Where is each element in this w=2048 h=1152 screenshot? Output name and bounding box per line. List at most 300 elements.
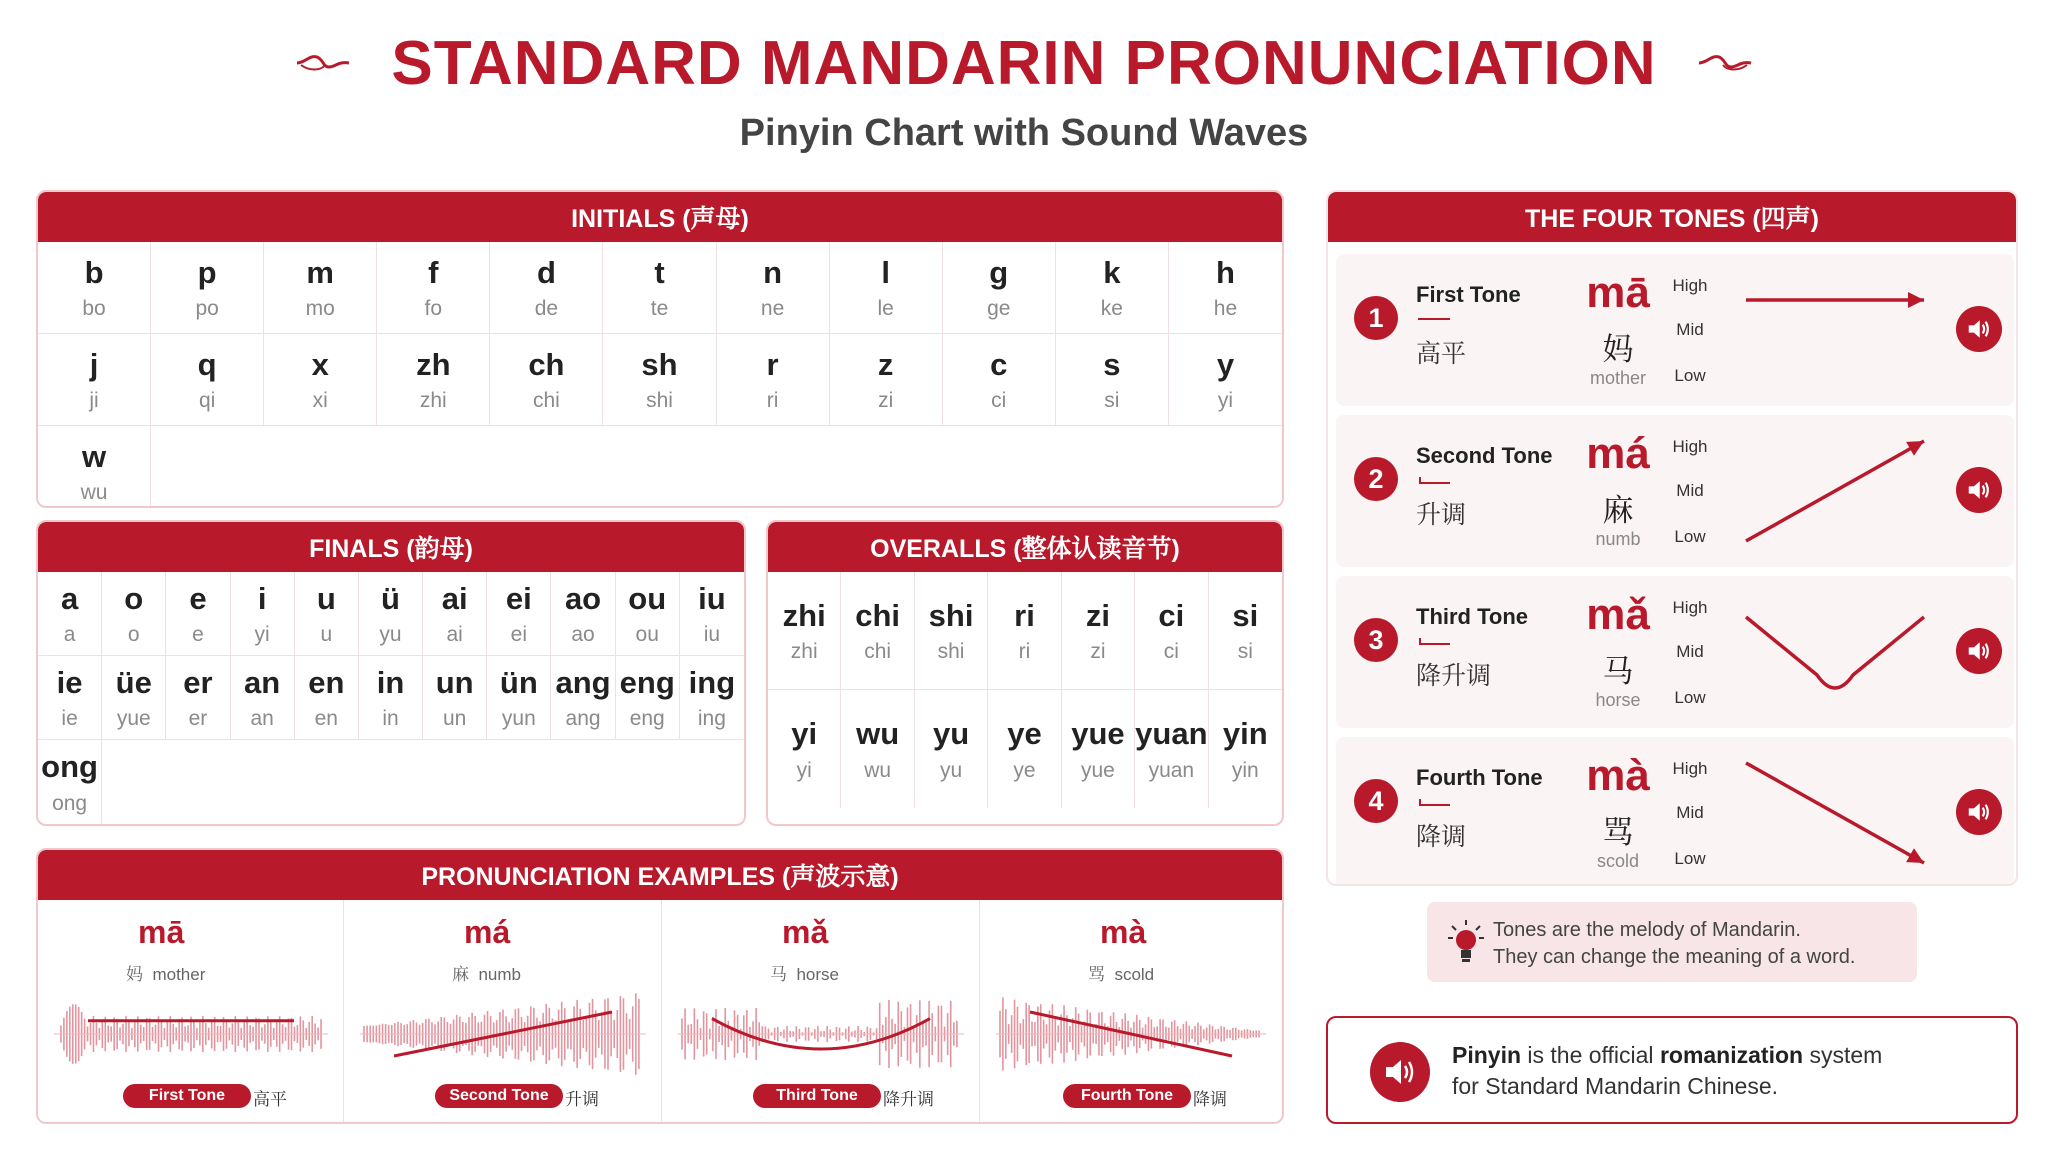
overall-cell[interactable] <box>1209 572 1282 690</box>
final-cell[interactable] <box>102 656 166 740</box>
info-line-2: for Standard Mandarin Chinese. <box>1452 1073 1779 1100</box>
final-cell[interactable] <box>38 572 102 656</box>
example-subtitle <box>770 960 839 985</box>
initial-cell[interactable] <box>1056 242 1169 334</box>
play-sound-button[interactable] <box>1956 628 2002 674</box>
final-example: ou <box>635 623 659 647</box>
final-cell[interactable] <box>295 572 359 656</box>
level-mid-label: Mid <box>1676 642 1704 661</box>
initials-grid <box>38 242 1282 508</box>
initial-cell[interactable] <box>1169 242 1282 334</box>
initial-cell[interactable] <box>1056 334 1169 426</box>
tone-chinese-label: 降调 <box>1193 1090 1227 1109</box>
overall-letter: chi <box>855 597 901 633</box>
initial-empty-cell <box>151 426 264 508</box>
tone-mark-icon <box>1416 795 1452 809</box>
final-cell[interactable] <box>231 656 295 740</box>
initials-panel <box>36 190 1284 508</box>
initial-letter: ch <box>528 346 565 382</box>
speaker-icon <box>1966 318 1992 340</box>
final-example: iu <box>703 623 721 647</box>
initial-letter: sh <box>641 346 678 382</box>
tone-name: Second Tone <box>1416 443 1553 468</box>
tone-row <box>1336 576 2014 728</box>
tone-contour-graph <box>1736 421 1936 561</box>
overall-cell[interactable] <box>988 572 1061 690</box>
tone-character: 马 <box>1602 654 1634 689</box>
example-meaning: numb <box>478 965 521 984</box>
initial-example: shi <box>646 389 673 413</box>
example-pinyin: má <box>464 914 511 950</box>
overall-cell[interactable] <box>1135 690 1208 808</box>
play-sound-button[interactable] <box>1956 467 2002 513</box>
example-column[interactable] <box>344 900 662 1122</box>
tone-arrowhead <box>1908 292 1924 308</box>
tone-number-badge: 3 <box>1354 618 1398 662</box>
initial-empty-cell <box>603 426 716 508</box>
initial-cell[interactable] <box>717 242 830 334</box>
final-empty-cell <box>551 740 615 824</box>
initial-example: bo <box>82 297 106 321</box>
initial-empty-cell <box>377 426 490 508</box>
final-example: u <box>320 623 333 647</box>
level-high-label: High <box>1672 598 1708 617</box>
initial-letter: q <box>197 346 217 382</box>
tone-name: First Tone <box>1416 282 1521 307</box>
example-column[interactable] <box>980 900 1282 1122</box>
final-empty-cell <box>423 740 487 824</box>
example-character: 骂 <box>1088 965 1105 984</box>
overall-example: yuan <box>1148 758 1195 782</box>
initial-letter: r <box>766 346 779 382</box>
tone-chinese-label: 升调 <box>565 1090 599 1109</box>
overall-cell[interactable] <box>988 690 1061 808</box>
final-cell[interactable] <box>680 656 744 740</box>
overall-cell[interactable] <box>841 690 914 808</box>
note-line-1: Tones are the melody of Mandarin. <box>1493 919 1801 941</box>
final-cell[interactable] <box>166 656 230 740</box>
initial-letter: t <box>654 254 665 290</box>
tone-character: 麻 <box>1602 493 1634 528</box>
final-letter: eng <box>619 664 675 700</box>
tone-mark-icon <box>1416 312 1452 326</box>
initial-example: qi <box>198 389 216 413</box>
example-character: 麻 <box>452 965 469 984</box>
level-high-label: High <box>1672 437 1708 456</box>
page-subtitle: Pinyin Chart with Sound Waves <box>739 112 1309 154</box>
final-example: yi <box>254 623 270 647</box>
overalls-heading: OVERALLS (整体认读音节) <box>768 522 1282 572</box>
overall-example: shi <box>937 640 965 664</box>
final-cell[interactable] <box>423 572 487 656</box>
overall-example: zhi <box>790 640 818 664</box>
final-cell[interactable] <box>423 656 487 740</box>
initial-example: de <box>534 297 559 321</box>
initial-letter: j <box>89 346 99 382</box>
tone-badge: First Tone <box>123 1084 251 1108</box>
initial-cell[interactable] <box>377 334 490 426</box>
overall-letter: ye <box>1007 716 1042 752</box>
initial-empty-cell <box>490 426 603 508</box>
overalls-panel <box>766 520 1284 826</box>
tone-character: 妈 <box>1602 332 1634 367</box>
initial-letter: z <box>877 346 894 382</box>
overall-example: yin <box>1231 758 1259 782</box>
tones-heading: THE FOUR TONES (四声) <box>1328 192 2016 242</box>
final-letter: ei <box>505 580 532 616</box>
final-cell[interactable] <box>359 656 423 740</box>
tone-mark-icon <box>1416 634 1452 648</box>
initial-letter: n <box>763 254 783 290</box>
final-letter: in <box>376 664 405 700</box>
final-example: yue <box>116 707 151 731</box>
initial-cell[interactable] <box>151 242 264 334</box>
final-letter: ie <box>56 664 83 700</box>
final-example: a <box>63 623 76 647</box>
example-character: 马 <box>770 965 787 984</box>
example-subtitle <box>452 960 521 985</box>
tone-row <box>1336 737 2014 886</box>
speaker-icon <box>1966 640 1992 662</box>
overall-letter: ri <box>1014 597 1035 633</box>
final-cell[interactable] <box>487 656 551 740</box>
tone-badge: Fourth Tone <box>1063 1084 1191 1108</box>
level-low-label: Low <box>1674 688 1706 707</box>
finals-panel <box>36 520 746 826</box>
final-cell[interactable] <box>38 740 102 824</box>
initial-cell[interactable] <box>264 242 377 334</box>
initial-example: zhi <box>419 389 447 413</box>
final-letter: ao <box>564 580 602 616</box>
final-cell[interactable] <box>680 572 744 656</box>
overalls-grid <box>768 572 1282 808</box>
initial-empty-cell <box>1169 426 1282 508</box>
final-example: o <box>127 623 140 647</box>
example-character: 妈 <box>126 965 143 984</box>
tone-number-badge: 4 <box>1354 779 1398 823</box>
initial-letter: s <box>1103 346 1121 382</box>
tone-mark-line <box>1420 799 1450 805</box>
final-letter: un <box>435 664 474 700</box>
level-high-label: High <box>1672 759 1708 778</box>
initial-example: po <box>195 297 219 321</box>
final-cell[interactable] <box>38 656 102 740</box>
overall-example: si <box>1237 640 1253 664</box>
final-cell[interactable] <box>616 572 680 656</box>
examples-heading: PRONUNCIATION EXAMPLES (声波示意) <box>38 850 1282 900</box>
initial-cell[interactable] <box>490 242 603 334</box>
cloud-ornament-right-icon <box>1697 51 1753 75</box>
final-empty-cell <box>487 740 551 824</box>
initial-empty-cell <box>717 426 830 508</box>
tone-contour-graph <box>1736 260 1936 400</box>
initial-example: ji <box>89 389 99 413</box>
overall-letter: shi <box>928 597 974 633</box>
tone-character: 骂 <box>1602 815 1634 850</box>
overall-letter: yuan <box>1135 716 1208 752</box>
tone-name: Third Tone <box>1416 604 1529 629</box>
final-empty-cell <box>359 740 423 824</box>
final-example: ie <box>61 707 78 731</box>
overall-cell[interactable] <box>841 572 914 690</box>
initial-empty-cell <box>830 426 943 508</box>
initial-cell[interactable] <box>490 334 603 426</box>
final-letter: ü <box>381 580 400 616</box>
overall-cell[interactable] <box>915 572 988 690</box>
tone-number-badge: 2 <box>1354 457 1398 501</box>
initial-cell[interactable] <box>603 334 716 426</box>
initial-cell[interactable] <box>377 242 490 334</box>
pinyin-info-box <box>1326 1016 2018 1124</box>
example-subtitle <box>126 960 205 985</box>
final-example: ong <box>52 791 88 815</box>
final-letter: iu <box>698 580 726 616</box>
tone-meaning: mother <box>1589 368 1647 388</box>
initial-cell[interactable] <box>264 334 377 426</box>
overall-example: chi <box>864 640 892 664</box>
final-example: ing <box>697 707 726 731</box>
final-empty-cell <box>295 740 359 824</box>
initial-example: chi <box>532 389 560 413</box>
speaker-icon <box>1966 479 1992 501</box>
final-example: ao <box>571 623 595 647</box>
example-pinyin: mā <box>138 914 185 950</box>
final-letter: ong <box>41 749 98 785</box>
final-example: eng <box>629 707 665 731</box>
tone-contour-line <box>1746 763 1924 863</box>
final-letter: u <box>316 580 336 616</box>
initial-letter: f <box>428 254 439 290</box>
initial-empty-cell <box>1056 426 1169 508</box>
initial-letter: p <box>197 254 217 290</box>
tone-meaning: scold <box>1596 851 1640 871</box>
final-cell[interactable] <box>551 656 615 740</box>
level-low-label: Low <box>1674 366 1706 385</box>
overall-example: yu <box>939 758 963 782</box>
finals-heading: FINALS (韵母) <box>38 522 744 572</box>
title-bar <box>0 28 2048 98</box>
initial-cell[interactable] <box>943 334 1056 426</box>
level-low-label: Low <box>1674 849 1706 868</box>
final-letter: ai <box>441 580 468 616</box>
final-letter: ing <box>688 664 736 700</box>
initial-letter: h <box>1215 254 1235 290</box>
initial-example: wu <box>80 481 108 505</box>
final-example: yu <box>379 623 402 647</box>
tone-pinyin: mà <box>1586 751 1650 800</box>
final-letter: ün <box>499 664 538 700</box>
final-empty-cell <box>166 740 230 824</box>
info-text-2: system <box>1803 1042 1883 1068</box>
tone-contour-line <box>1746 617 1924 688</box>
play-sound-button[interactable] <box>1956 789 2002 835</box>
tones-note <box>1427 902 1917 982</box>
initial-example: zi <box>878 389 894 413</box>
final-cell[interactable] <box>551 572 615 656</box>
final-cell[interactable] <box>295 656 359 740</box>
final-example: e <box>192 623 204 647</box>
final-example: in <box>382 707 399 731</box>
final-empty-cell <box>102 740 166 824</box>
final-cell[interactable] <box>359 572 423 656</box>
final-letter: ang <box>555 664 611 700</box>
overall-example: ri <box>1018 640 1031 664</box>
tone-name: Fourth Tone <box>1416 765 1543 790</box>
tone-chinese-label: 高平 <box>253 1090 287 1109</box>
tone-row <box>1336 415 2014 567</box>
final-example: un <box>442 707 467 731</box>
overall-cell[interactable] <box>915 690 988 808</box>
overall-cell[interactable] <box>1209 690 1282 808</box>
example-meaning: horse <box>796 965 839 984</box>
level-mid-label: Mid <box>1676 481 1704 500</box>
overall-example: yue <box>1080 758 1115 782</box>
final-cell[interactable] <box>487 572 551 656</box>
tone-row <box>1336 254 2014 406</box>
initial-letter: x <box>311 346 329 382</box>
overall-cell[interactable] <box>1135 572 1208 690</box>
tone-pinyin: má <box>1586 429 1650 478</box>
overall-letter: yue <box>1071 716 1125 752</box>
info-line-1 <box>1452 1040 1882 1071</box>
final-cell[interactable] <box>231 572 295 656</box>
initials-heading: INITIALS (声母) <box>38 192 1282 242</box>
overall-letter: si <box>1232 597 1259 633</box>
overall-example: yi <box>796 758 812 782</box>
initial-cell[interactable] <box>830 334 943 426</box>
initial-example: ri <box>766 389 779 413</box>
level-high-label: High <box>1672 276 1708 295</box>
initial-example: te <box>650 297 669 321</box>
overall-letter: ci <box>1158 597 1185 633</box>
final-example: ang <box>565 707 601 731</box>
initial-letter: b <box>84 254 104 290</box>
examples-panel <box>36 848 1284 1124</box>
final-example: ai <box>446 623 463 647</box>
final-example: er <box>188 707 208 731</box>
example-column[interactable] <box>38 900 344 1122</box>
example-pinyin: mǎ <box>782 914 829 950</box>
tone-mark-line <box>1420 477 1450 483</box>
final-example: an <box>250 707 274 731</box>
initial-letter: k <box>1103 254 1121 290</box>
tone-chinese-name: 降升调 <box>1416 662 1492 690</box>
overall-letter: zi <box>1085 597 1110 633</box>
speaker-icon <box>1966 801 1992 823</box>
tone-mark-icon <box>1416 473 1452 487</box>
initial-example: ci <box>991 389 1007 413</box>
initial-example: xi <box>312 389 328 413</box>
final-empty-cell <box>680 740 744 824</box>
finals-grid <box>38 572 744 824</box>
initial-cell[interactable] <box>830 242 943 334</box>
initial-letter: d <box>536 254 556 290</box>
initial-letter: w <box>81 438 107 474</box>
initial-example: he <box>1213 297 1238 321</box>
initial-letter: zh <box>416 346 451 382</box>
initial-example: si <box>1104 389 1120 413</box>
note-line-2: They can change the meaning of a word. <box>1493 946 1856 968</box>
page-title: STANDARD MANDARIN PRONUNCIATION <box>391 28 1657 98</box>
initial-cell[interactable] <box>1169 334 1282 426</box>
tone-mark-line <box>1420 638 1450 644</box>
tone-chinese-name: 升调 <box>1416 501 1467 529</box>
initial-example: le <box>877 297 894 321</box>
initial-letter: g <box>989 254 1009 290</box>
overall-letter: wu <box>856 716 900 752</box>
overall-example: ye <box>1013 758 1036 782</box>
speaker-icon[interactable] <box>1370 1042 1430 1102</box>
overall-example: ci <box>1163 640 1179 664</box>
overall-cell[interactable] <box>1062 690 1135 808</box>
final-empty-cell <box>231 740 295 824</box>
overall-example: zi <box>1090 640 1106 664</box>
info-word-pinyin: Pinyin <box>1452 1042 1522 1068</box>
tone-chinese-name: 降调 <box>1416 823 1467 851</box>
cloud-ornament-left-icon <box>295 51 351 75</box>
initial-empty-cell <box>943 426 1056 508</box>
tone-contour-graph <box>1736 582 1936 722</box>
final-letter: an <box>244 664 281 700</box>
overall-letter: zhi <box>782 597 826 633</box>
final-cell[interactable] <box>616 656 680 740</box>
overall-letter: yu <box>932 716 970 752</box>
tone-meaning: numb <box>1595 529 1641 549</box>
final-cell[interactable] <box>102 572 166 656</box>
example-subtitle <box>1088 960 1154 985</box>
tone-contour-line <box>1746 441 1924 541</box>
level-mid-label: Mid <box>1676 803 1704 822</box>
example-meaning: scold <box>1114 965 1155 984</box>
final-letter: i <box>257 580 267 616</box>
info-text-1: is the official <box>1521 1042 1660 1068</box>
tone-meaning: horse <box>1595 690 1641 710</box>
initial-example: ge <box>987 297 1011 321</box>
example-column[interactable] <box>662 900 980 1122</box>
initial-cell[interactable] <box>38 334 151 426</box>
tone-badge: Second Tone <box>435 1084 563 1108</box>
overall-cell[interactable] <box>1062 572 1135 690</box>
final-letter: ou <box>628 580 667 616</box>
final-letter: a <box>60 580 79 616</box>
info-word-romanization: romanization <box>1659 1042 1804 1068</box>
initial-cell[interactable] <box>151 334 264 426</box>
overall-cell[interactable] <box>768 690 841 808</box>
tone-number-badge: 1 <box>1354 296 1398 340</box>
final-example: en <box>314 707 338 731</box>
initial-letter: y <box>1216 346 1235 382</box>
overall-cell[interactable] <box>768 572 841 690</box>
final-empty-cell <box>616 740 680 824</box>
play-sound-button[interactable] <box>1956 306 2002 352</box>
level-mid-label: Mid <box>1676 320 1704 339</box>
initial-empty-cell <box>264 426 377 508</box>
initial-cell[interactable] <box>943 242 1056 334</box>
initial-cell[interactable] <box>38 426 151 508</box>
tone-pinyin: mā <box>1586 268 1650 317</box>
initial-example: ne <box>760 297 785 321</box>
tones-panel <box>1326 190 2018 886</box>
initial-cell[interactable] <box>717 334 830 426</box>
initial-letter: m <box>306 254 334 290</box>
initial-example: ke <box>1100 297 1123 321</box>
initial-cell[interactable] <box>38 242 151 334</box>
final-cell[interactable] <box>166 572 230 656</box>
final-letter: o <box>124 580 144 616</box>
final-example: ei <box>510 623 528 647</box>
initial-cell[interactable] <box>603 242 716 334</box>
initial-example: fo <box>424 297 443 321</box>
